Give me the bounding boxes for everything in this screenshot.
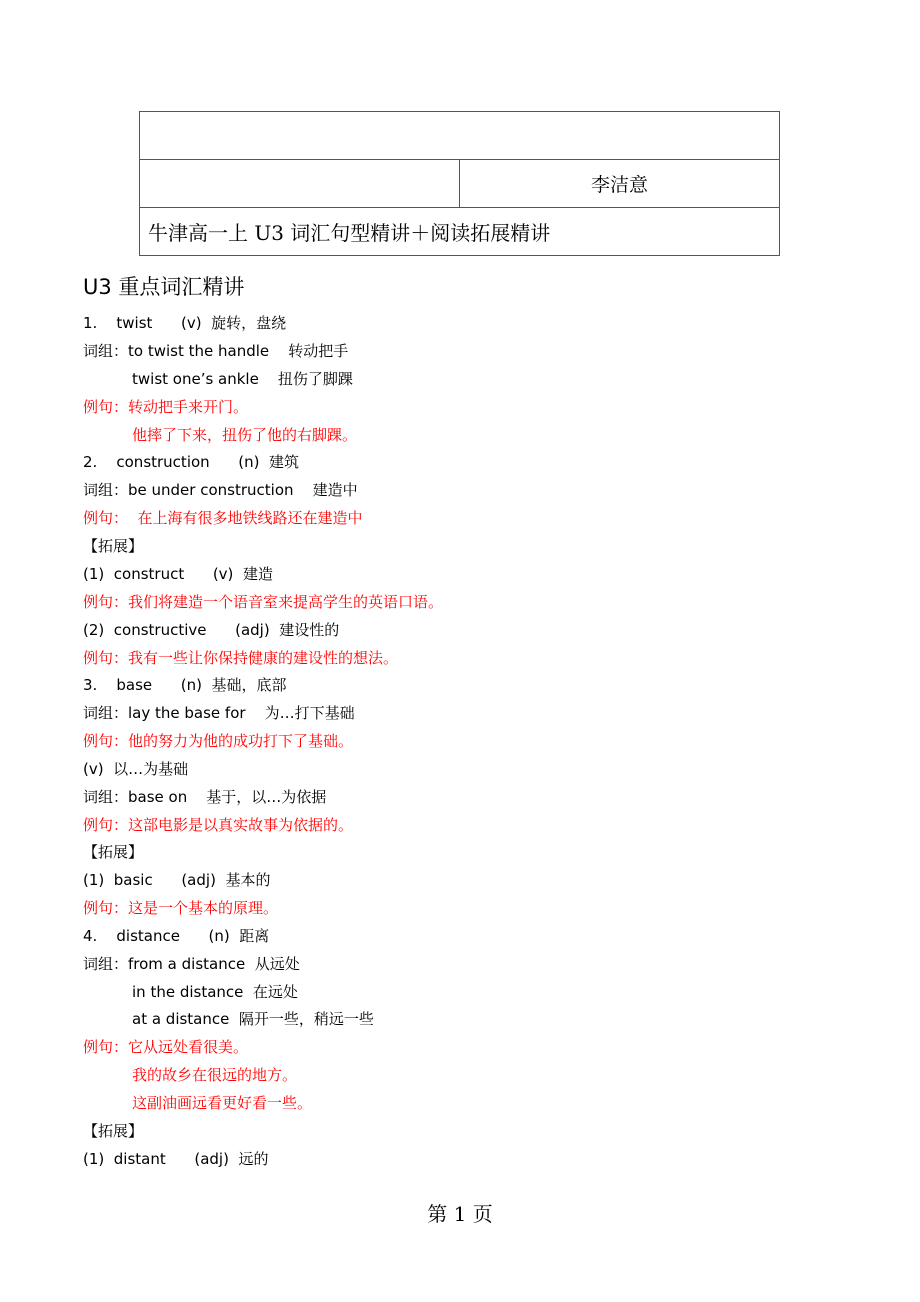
vocab-line: 词组：lay the base for 为…打下基础 [83, 704, 355, 722]
example-sentence: 例句：转动把手来开门。 [83, 398, 249, 416]
author-name: 李洁意 [460, 160, 780, 208]
lesson-title: 牛津高一上 U3 词汇句型精讲＋阅读拓展精讲 [140, 208, 780, 256]
vocab-line: (1) distant (adj) 远的 [83, 1150, 269, 1168]
vocab-line: (2) constructive (adj) 建设性的 [83, 621, 340, 639]
vocab-line: 2. construction (n) 建筑 [83, 453, 300, 471]
vocab-line: 【拓展】 [83, 843, 144, 861]
header-empty-cell [140, 160, 460, 208]
section-title: U3 重点词汇精讲 [83, 275, 245, 299]
example-sentence: 例句：他的努力为他的成功打下了基础。 [83, 732, 354, 750]
example-sentence: 例句：我们将建造一个语音室来提高学生的英语口语。 [83, 593, 444, 611]
example-sentence: 我的故乡在很远的地方。 [132, 1066, 298, 1084]
example-sentence: 例句：它从远处看很美。 [83, 1038, 249, 1056]
vocab-line: at a distance 隔开一些，稍远一些 [132, 1010, 374, 1028]
example-sentence: 例句：这部电影是以真实故事为依据的。 [83, 816, 354, 834]
page-number: 第 1 页 [427, 1202, 493, 1226]
header-empty-row [140, 112, 780, 160]
example-sentence: 例句：这是一个基本的原理。 [83, 899, 279, 917]
vocab-line: 3. base (n) 基础，底部 [83, 676, 287, 694]
vocab-line: (1) basic (adj) 基本的 [83, 871, 271, 889]
example-sentence: 这副油画远看更好看一些。 [132, 1094, 313, 1112]
vocab-line: 词组：to twist the handle 转动把手 [83, 342, 349, 360]
vocab-line: 词组：from a distance 从远处 [83, 955, 300, 973]
header-table [139, 111, 780, 256]
vocab-line: 1. twist (v) 旋转，盘绕 [83, 314, 287, 332]
example-sentence: 例句：我有一些让你保持健康的建设性的想法。 [83, 649, 399, 667]
vocab-line: (v) 以…为基础 [83, 760, 189, 778]
vocab-line: 4. distance (n) 距离 [83, 927, 270, 945]
vocab-line: in the distance 在远处 [132, 983, 298, 1001]
vocab-line: 词组：be under construction 建造中 [83, 481, 358, 499]
example-sentence: 例句： 在上海有很多地铁线路还在建造中 [83, 509, 363, 527]
vocab-line: 【拓展】 [83, 537, 144, 555]
vocab-line: twist one’s ankle 扭伤了脚踝 [132, 370, 353, 388]
vocab-line: 【拓展】 [83, 1122, 144, 1140]
example-sentence: 他摔了下来，扭伤了他的右脚踝。 [132, 426, 358, 444]
vocab-line: 词组：base on 基于，以…为依据 [83, 788, 327, 806]
vocab-line: (1) construct (v) 建造 [83, 565, 273, 583]
